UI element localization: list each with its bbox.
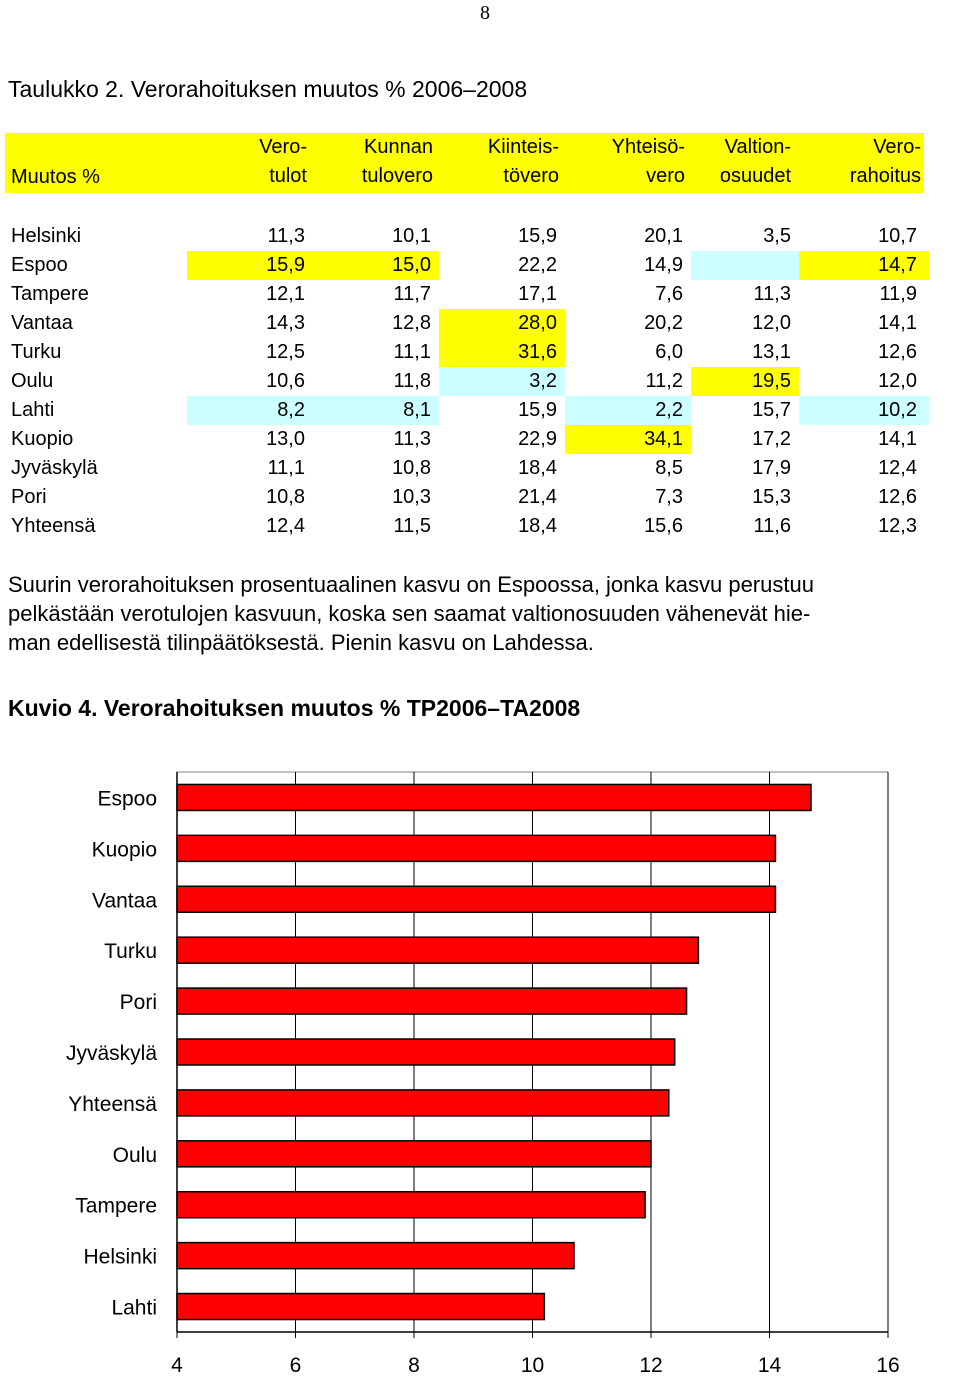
- paragraph-line: Suurin verorahoituksen prosentuaalinen kasvu on Espoossa, jonka kasvu perustuu: [8, 572, 814, 597]
- table-row: [5, 280, 924, 309]
- table-cell: 11,9: [879, 283, 917, 305]
- table-cell: 12,1: [266, 283, 305, 305]
- category-label: Pori: [119, 991, 157, 1015]
- table-cell: 6,0: [655, 341, 683, 363]
- table-cell: 8,5: [655, 457, 683, 479]
- table-row: [5, 222, 924, 251]
- column-header: Valtion- osuudet: [719, 136, 791, 187]
- row-label: Jyväskylä: [11, 457, 98, 479]
- table-cell: 15,3: [752, 486, 791, 508]
- table-row: [5, 483, 924, 512]
- table-cell: 17,9: [752, 457, 791, 479]
- table-cell: 15,0: [313, 251, 439, 280]
- table-cell: 11,7: [393, 283, 431, 305]
- table-cell: 12,6: [878, 486, 917, 508]
- table-cell: 7,6: [655, 283, 683, 305]
- row-label: Tampere: [11, 283, 89, 305]
- table-cell: 17,1: [518, 283, 557, 305]
- table-row: [5, 425, 924, 454]
- table-row: [5, 367, 924, 396]
- table-cell: 18,4: [518, 457, 557, 479]
- column-header: Vero- tulot: [259, 136, 307, 187]
- table-cell: 10,3: [392, 486, 431, 508]
- category-label: Tampere: [75, 1194, 157, 1218]
- table-cell: 20,1: [644, 225, 683, 247]
- chart-title: Kuvio 4. Verorahoituksen muutos % TP2006–TA2008: [8, 695, 581, 721]
- table-cell: 8,2: [187, 396, 313, 425]
- table-cell: 12,8: [392, 312, 431, 334]
- table-cell: 10,2: [799, 396, 929, 425]
- table-cell: 11,6: [753, 515, 791, 537]
- table-cell: 11,1: [393, 341, 431, 363]
- table-cell: 12,0: [752, 312, 791, 334]
- table-cell: 15,7: [752, 399, 791, 421]
- table-cell: 34,1: [565, 425, 691, 454]
- bar: [177, 1243, 574, 1269]
- table-row: [5, 454, 924, 483]
- table-cell: 11,3: [267, 225, 305, 247]
- table-cell: 12,4: [878, 457, 917, 479]
- table-cell: 13,1: [752, 341, 791, 363]
- table-cell: 10,1: [392, 225, 431, 247]
- table-cell: 22,9: [518, 428, 557, 450]
- table-cell: [691, 251, 799, 280]
- table-cell: 22,2: [518, 254, 557, 276]
- paragraph-line: pelkästään verotulojen kasvuun, koska sen saamat valtionosuuden vähenevät hie-: [8, 601, 811, 626]
- table-cell: 12,4: [266, 515, 305, 537]
- table-cell: 17,2: [752, 428, 791, 450]
- table-cell: 10,6: [266, 370, 305, 392]
- bar: [177, 1294, 544, 1320]
- table-cell: 15,9: [518, 399, 557, 421]
- bar: [177, 784, 811, 810]
- table-cell: 21,4: [518, 486, 557, 508]
- body-paragraph: [8, 570, 960, 657]
- column-header: Yhteisö- vero: [611, 136, 685, 187]
- bar: [177, 835, 775, 861]
- row-label: Kuopio: [11, 428, 74, 450]
- table-row: [5, 512, 924, 541]
- row-label: Helsinki: [11, 225, 82, 247]
- row-label: Yhteensä: [11, 515, 96, 537]
- bar: [177, 1192, 645, 1218]
- category-label: Oulu: [112, 1143, 157, 1167]
- category-label: Lahti: [111, 1296, 157, 1320]
- table-cell: 11,8: [393, 370, 431, 392]
- table-cell: 14,7: [799, 251, 929, 280]
- table-cell: 14,3: [266, 312, 305, 334]
- table-cell: 12,5: [266, 341, 305, 363]
- bar: [177, 937, 698, 963]
- table-row: [5, 396, 924, 425]
- category-label: Kuopio: [91, 838, 157, 862]
- table-cell: 11,5: [393, 515, 431, 537]
- table-cell: 18,4: [518, 515, 557, 537]
- table-cell: 3,5: [763, 225, 791, 247]
- table-cell: 11,1: [267, 457, 305, 479]
- x-tick-label: 10: [520, 1354, 545, 1377]
- table-cell: 12,3: [878, 515, 917, 537]
- table-cell: 8,1: [313, 396, 439, 425]
- row-label: Pori: [11, 486, 47, 508]
- paragraph-line: man edellisestä tilinpäätöksestä. Pienin kasvu on Lahdessa.: [8, 630, 594, 655]
- category-label: Espoo: [97, 787, 157, 811]
- table-cell: 7,3: [655, 486, 683, 508]
- table-cell: 10,8: [266, 486, 305, 508]
- column-header: Vero- rahoitus: [849, 136, 921, 187]
- table-cell: 10,8: [392, 457, 431, 479]
- table-row: [5, 251, 924, 280]
- x-tick-label: 14: [757, 1354, 782, 1377]
- x-tick-label: 12: [639, 1354, 663, 1377]
- category-label: Turku: [104, 940, 157, 964]
- table-cell: 12,0: [878, 370, 917, 392]
- table-row: [5, 309, 924, 338]
- row-label: Vantaa: [11, 312, 73, 334]
- x-tick-label: 16: [876, 1354, 900, 1377]
- category-label: Helsinki: [83, 1245, 157, 1269]
- table-cell: 14,1: [878, 312, 917, 334]
- table-cell: 12,6: [878, 341, 917, 363]
- column-header: Kiinteis- tövero: [487, 136, 559, 187]
- x-tick-label: 8: [408, 1354, 420, 1377]
- row-label: Oulu: [11, 370, 54, 392]
- table-cell: 20,2: [644, 312, 683, 334]
- column-header: Kunnan tulovero: [361, 136, 433, 187]
- row-label: Lahti: [11, 399, 55, 421]
- table-cell: 2,2: [565, 396, 691, 425]
- category-label: Jyväskylä: [65, 1042, 157, 1065]
- row-label: Espoo: [11, 254, 68, 276]
- bar: [177, 1090, 669, 1116]
- table-cell: 14,9: [644, 254, 683, 276]
- table-cell: 19,5: [691, 367, 799, 396]
- table-row: [5, 338, 924, 367]
- page-number: 8: [480, 2, 490, 24]
- table-cell: 11,3: [393, 428, 431, 450]
- table-header: [5, 133, 924, 193]
- table-cell: 14,1: [878, 428, 917, 450]
- bar: [177, 988, 687, 1014]
- table-cell: 28,0: [439, 309, 565, 338]
- table-cell: 15,9: [187, 251, 313, 280]
- table-cell: 11,3: [753, 283, 791, 305]
- table-title: Taulukko 2. Verorahoituksen muutos % 2006–2008: [8, 76, 528, 102]
- table-cell: 15,9: [518, 225, 557, 247]
- bar: [177, 886, 775, 912]
- table-cell: 31,6: [439, 338, 565, 367]
- category-label: Yhteensä: [68, 1092, 157, 1116]
- table-corner-label: Muutos %: [11, 166, 100, 188]
- x-tick-label: 6: [289, 1354, 302, 1377]
- bar: [177, 1141, 651, 1167]
- category-label: Vantaa: [92, 889, 157, 913]
- x-tick-label: 4: [171, 1354, 183, 1377]
- bar: [177, 1039, 675, 1065]
- table-cell: 13,0: [266, 428, 305, 450]
- bar-chart: [0, 760, 960, 1381]
- table-cell: 3,2: [439, 367, 565, 396]
- table-cell: 15,6: [644, 515, 683, 537]
- table-cell: 10,7: [878, 225, 917, 247]
- row-label: Turku: [11, 341, 62, 363]
- table-cell: 11,2: [645, 370, 683, 392]
